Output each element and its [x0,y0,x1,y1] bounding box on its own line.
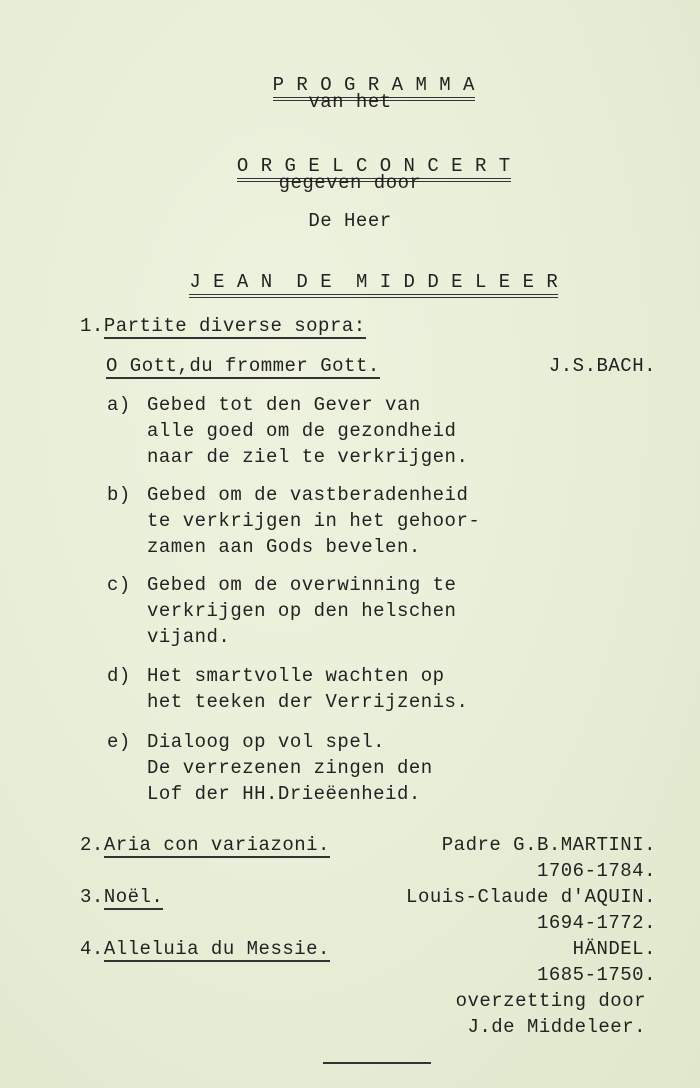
item3-years: 1694-1772. [536,912,656,934]
program-title: P R O G R A M M A [273,74,475,101]
performer-name: J E A N D E M I D D E L E E R [189,271,558,298]
part-d-label: d) [107,665,131,687]
part-e-line: Lof der HH.Drieëenheid. [147,783,421,805]
item3-number: 3. [80,886,104,908]
item2-years: 1706-1784. [536,860,656,882]
item2-number: 2. [80,834,104,856]
header-de-heer: De Heer [308,210,392,232]
part-a-line: alle goed om de gezondheid [147,420,457,442]
part-a-line: Gebed tot den Gever van [147,394,421,416]
part-a-line: naar de ziel te verkrijgen. [147,446,469,468]
item2-title: Aria con variazoni. [103,834,330,856]
performer-name-line [0,249,700,315]
part-e-line: Dialoog op vol spel. [147,731,386,753]
item1-number: 1. [80,315,104,337]
part-a-label: a) [107,394,131,416]
header-van-het: van het [308,91,392,113]
concert-title: O R G E L C O N C E R T [237,155,511,182]
item3-title: Noël. [103,886,164,908]
item1-title: Partite diverse sopra: [103,315,366,337]
item1-title-line [80,315,366,337]
part-c-line: Gebed om de overwinning te [147,574,457,596]
part-c-line: vijand. [147,626,231,648]
part-c-label: c) [107,574,131,596]
part-c-line: verkrijgen op den helschen [147,600,457,622]
item4-title-line [80,938,330,960]
item4-years: 1685-1750. [536,964,656,986]
item4-arrangement-note: overzetting door [455,990,646,1012]
item4-number: 4. [80,938,104,960]
part-e-line: De verrezenen zingen den [147,757,433,779]
part-d-line: het teeken der Verrijzenis. [147,691,469,713]
part-d-line: Het smartvolle wachten op [147,665,445,687]
item2-composer: Padre G.B.MARTINI. [441,834,656,856]
part-e-label: e) [107,731,131,753]
item1-composer: J.S.BACH. [548,355,656,377]
item2-title-line [80,834,330,856]
item3-title-line [80,886,163,908]
part-b-line: zamen aan Gods bevelen. [147,536,421,558]
item1-subtitle: O Gott,du frommer Gott. [106,355,380,377]
part-b-label: b) [107,484,131,506]
part-b-line: te verkrijgen in het gehoor- [147,510,481,532]
item4-title: Alleluia du Messie. [103,938,330,960]
item4-arranger: J.de Middeleer. [467,1016,646,1038]
part-b-line: Gebed om de vastberadenheid [147,484,469,506]
item3-composer: Louis-Claude d'AQUIN. [406,886,656,908]
header-gegeven-door: gegeven door [278,172,422,194]
closing-rule [323,1062,431,1064]
item4-composer: HÄNDEL. [572,938,656,960]
